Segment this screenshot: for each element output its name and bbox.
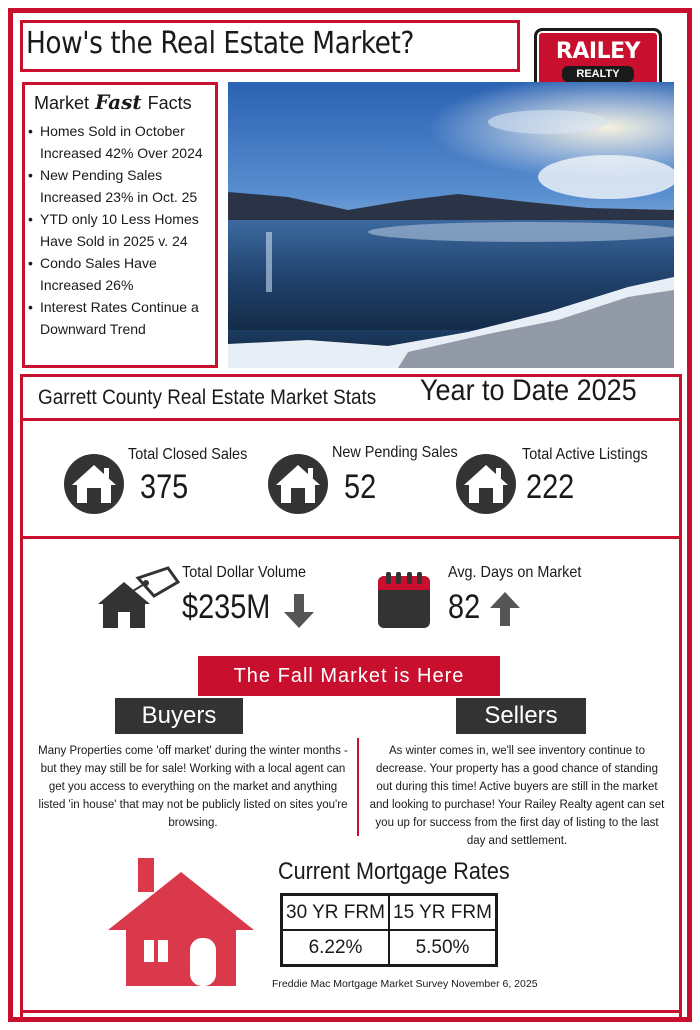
rates-source: Freddie Mac Mortgage Market Survey November 6, 2025 [272, 978, 538, 990]
home-icon [456, 454, 516, 514]
table-row [282, 930, 497, 966]
fact-item: • Interest Rates Continue a Downward Trend [26, 296, 218, 340]
days-on-market-label: Avg. Days on Market [448, 564, 582, 581]
arrow-down-icon [284, 594, 314, 628]
buyers-text: Many Properties come 'off market' during the winter months - but they may still be for sale! Working with a local agent can get you access to everything on the market and anything listed 'in house' that may not be publicly listed on sites you're browsing. [38, 745, 348, 829]
divider [22, 418, 682, 421]
lake-photo [228, 82, 674, 368]
pending-sales-value: 52 [344, 468, 377, 506]
column-divider [357, 738, 359, 836]
rate-value-30yr: 6.22% [282, 930, 390, 966]
bottom-divider [22, 1010, 682, 1013]
active-listings-label: Total Active Listings [522, 446, 648, 463]
mortgage-rates-title: Current Mortgage Rates [278, 858, 510, 885]
rate-header-15yr: 15 YR FRM [389, 895, 497, 931]
facts-title-fast: Fast [95, 90, 142, 114]
page-title: How's the Real Estate Market? [26, 26, 414, 61]
fact-item: • Homes Sold in October Increased 42% Over 2024 [26, 120, 218, 164]
sellers-text: As winter comes in, we'll see inventory continue to decrease. Your property has a good chance of standing out during this time! Active buyers are still in the market and looking to purchase! Your Railey Realty agent can set you up for success from the first day of listing to the last day and settlement. [369, 745, 665, 847]
home-icon [64, 454, 124, 514]
logo-sub-text: REALTY [562, 66, 633, 82]
fall-market-banner: The Fall Market is Here [198, 656, 500, 696]
arrow-up-icon [490, 592, 520, 626]
house-illustration-icon [108, 858, 254, 986]
divider [22, 536, 682, 539]
facts-title-right: Facts [147, 93, 192, 113]
closed-sales-value: 375 [140, 468, 189, 506]
home-icon [268, 454, 328, 514]
fact-item: • Condo Sales Have Increased 26% [26, 252, 218, 296]
pending-sales-label: New Pending Sales [332, 444, 458, 461]
stats-title: Garrett County Real Estate Market Stats [38, 386, 377, 409]
buyers-tag: Buyers [115, 698, 243, 734]
facts-title-left: Market [34, 93, 90, 113]
logo-main-text: RAILEY [555, 39, 641, 64]
closed-sales-label: Total Closed Sales [128, 446, 248, 463]
year-to-date-title: Year to Date 2025 [420, 374, 637, 407]
active-listings-value: 222 [526, 468, 575, 506]
rate-header-30yr: 30 YR FRM [282, 895, 390, 931]
fast-facts-list [26, 120, 218, 340]
mortgage-rates-table [280, 893, 498, 967]
sellers-tag: Sellers [456, 698, 586, 734]
fact-item: • YTD only 10 Less Homes Have Sold in 2025 v. 24 [26, 208, 218, 252]
house-price-tag-icon [98, 566, 180, 630]
table-row [282, 895, 497, 931]
dollar-volume-label: Total Dollar Volume [182, 564, 307, 581]
calendar-icon [378, 572, 430, 628]
lake-photo-art [228, 82, 674, 368]
days-on-market-value: 82 [448, 588, 481, 626]
rate-value-15yr: 5.50% [389, 930, 497, 966]
fact-item: • New Pending Sales Increased 23% in Oct. 25 [26, 164, 218, 208]
fast-facts-title [34, 90, 192, 114]
dollar-volume-value: $235M [182, 588, 271, 626]
